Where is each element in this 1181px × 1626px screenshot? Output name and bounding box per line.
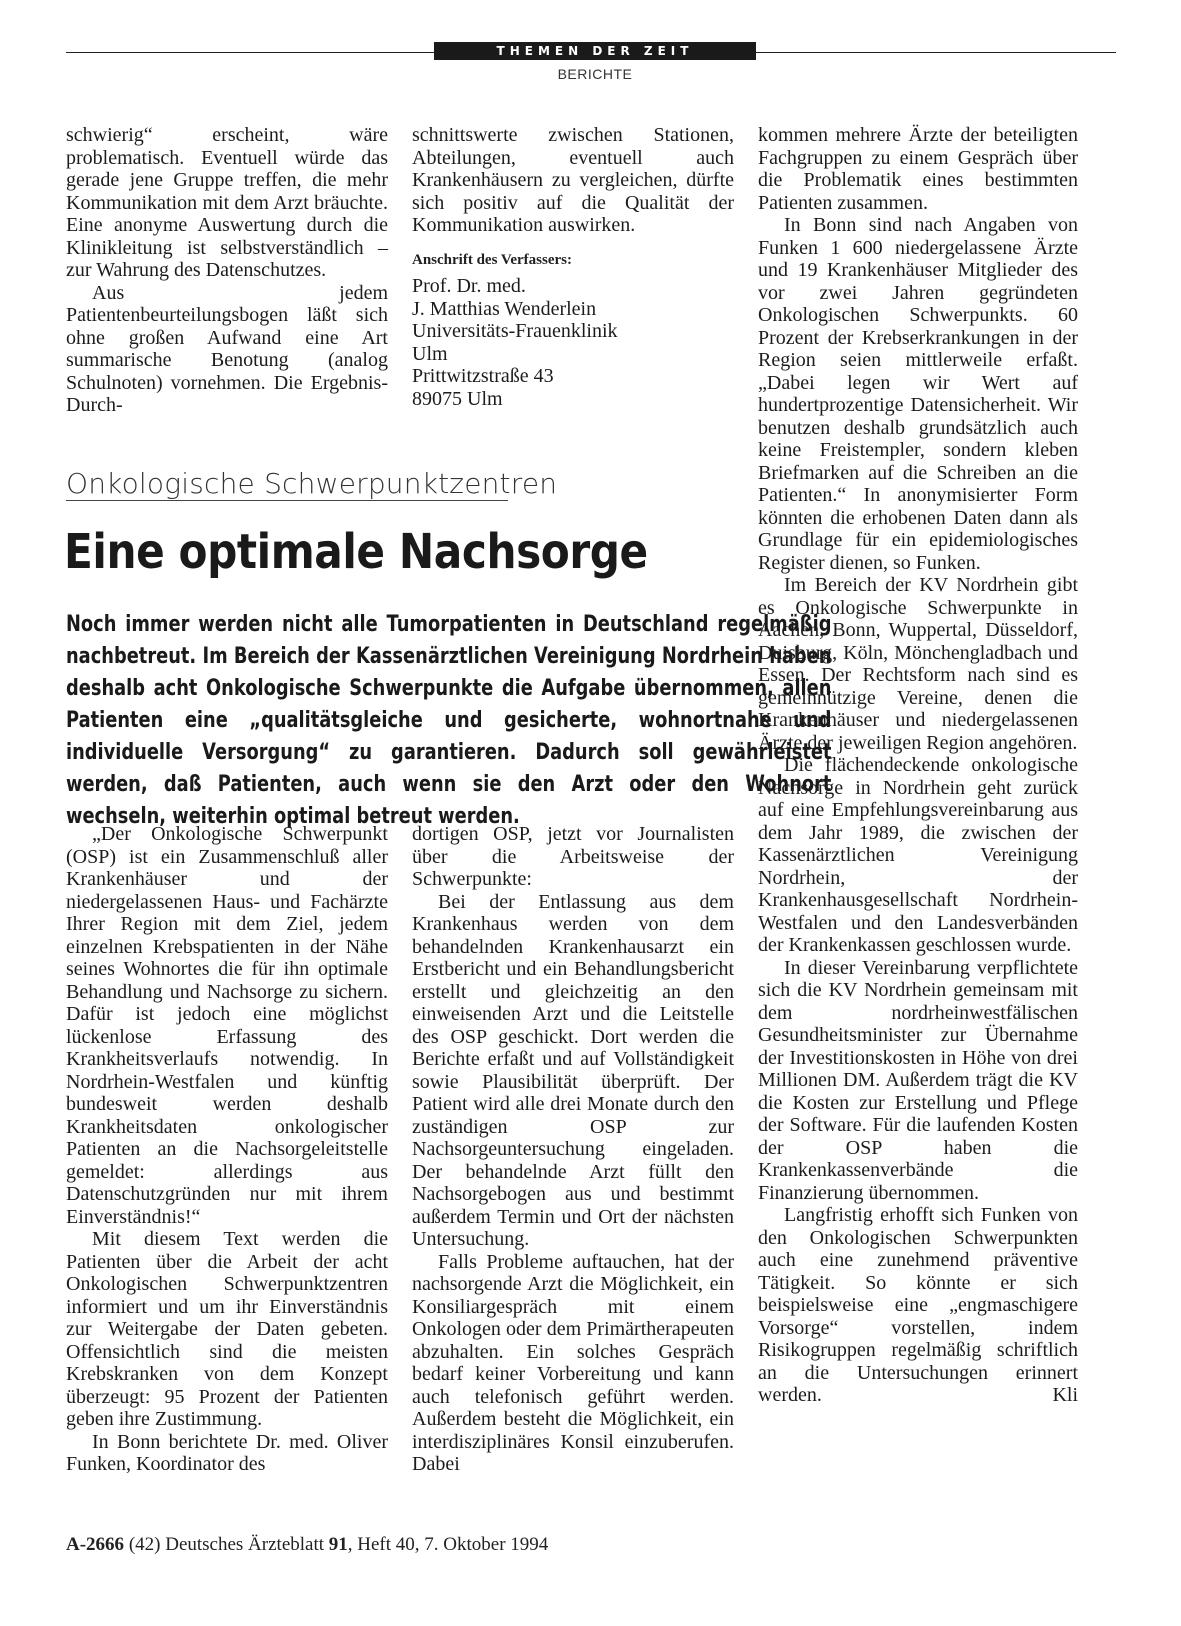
- section-label: BERICHTE: [557, 66, 633, 82]
- address-line: Prittwitzstraße 43: [412, 365, 554, 387]
- article-paragraph: In dieser Vereinbarung verpflichtete sich die KV Nordrhein gemeinsam mit dem nordrheinwestfälischen Gesundheitsminister zur Übernahme der Investitionskosten in Höhe von drei Millionen DM. Außerdem trägt die KV die Kosten zur Erstellung und Pflege der Software. Für die laufenden Kosten der OSP haben die Krankenkassenverbände die Finanzierung übernommen.: [758, 956, 1078, 1204]
- article-paragraph: Langfristig erhofft sich Funken von den Onkologischen Schwerpunkten auch eine zunehmend präventive Tätigkeit. So könnte er sich beispielsweise eine „engmaschigere Vorsorge“ vorstellen, indem Risikogruppen regelmäßig schriftlich an die Untersuchungen erinnert werden.: [758, 1204, 1078, 1406]
- article-kicker: Onkologische Schwerpunktzentren: [66, 467, 558, 500]
- article-paragraph: Die flächendeckende onkologische Nachsorge in Nordrhein geht zurück auf eine Empfehlungsvereinbarung aus dem Jahr 1989, die zwischen der Kassenärztlichen Vereinigung Nordrhein, der Krankenhausgesellschaft Nordrhein-Westfalen und den Landesverbänden der Krankenkassen geschlossen wurde.: [758, 754, 1078, 956]
- article-lead: [66, 609, 832, 833]
- article-paragraph: dortigen OSP, jetzt vor Journalisten über die Arbeitsweise der Schwerpunkte:: [412, 823, 734, 890]
- article-paragraph: Bei der Entlassung aus dem Krankenhaus werden von dem behandelnden Krankenhausarzt ein Erstbericht und ein Behandlungsbericht erstellt und gleichzeitig an den einweisenden Arzt und die Leitstelle des OSP geschickt. Dort werden die Berichte erfaßt und auf Vollständigkeit sowie Plausibilität überprüft. Der Patient wird alle drei Monate durch den zuständigen OSP zur Nachsorgeuntersuchung eingeladen. Der behandelnde Arzt füllt den Nachsorgebogen aus und bestimmt außerdem Termin und Ort der nächsten Untersuchung.: [412, 890, 734, 1250]
- section-band: THEMEN DER ZEIT: [434, 42, 756, 60]
- address-line: Universitäts-Frauenklinik: [412, 320, 618, 342]
- address-lines: [412, 275, 734, 410]
- article-headline: Eine optimale Nachsorge: [64, 524, 648, 580]
- journal-issue: Heft 40, 7. Oktober 1994: [357, 1534, 549, 1555]
- page-footer: A-2666 (42) Deutsches Ärzteblatt 91, Heft 40, 7. Oktober 1994: [66, 1534, 549, 1555]
- address-heading: Anschrift des Verfassers:: [412, 251, 572, 268]
- previous-article-column-1: [66, 124, 388, 417]
- article-column-2: [412, 823, 734, 1476]
- article-paragraph: „Der Onkologische Schwerpunkt (OSP) ist ein Zusammenschluß aller Krankenhäuser und der niedergelassenen Haus- und Fachärzte Ihrer Region mit dem Ziel, jedem einzelnen Krebspatienten in der Nähe seines Wohnortes die für ihn optimale Behandlung und Nachsorge zu sichern. Dafür ist jedoch eine möglichst lückenlose Erfassung des Krankheitsverlaufs notwendig. In Nordrhein-Westfalen und künftig bundesweit werden deshalb Krankheitsdaten onkologischer Patienten an die Nachsorgeleitstelle gemeldet: allerdings aus Datenschutzgründen nur mit ihrem Einverständnis!“: [66, 823, 388, 1228]
- previous-article-paragraph: schnittswerte zwischen Stationen, Abteilungen, eventuell auch Krankenhäusern zu vergleichen, dürfte sich positiv auf die Qualität der Kommunikation auswirken.: [412, 124, 734, 236]
- address-line: J. Matthias Wenderlein: [412, 297, 597, 320]
- page-code: A-2666: [66, 1534, 125, 1555]
- article-paragraph: In Bonn berichtete Dr. med. Oliver Funken, Koordinator des: [66, 1430, 388, 1475]
- article-paragraph: Mit diesem Text werden die Patienten über die Arbeit der acht Onkologischen Schwerpunktzentren informiert und um ihr Einverständnis zur Weitergabe der Daten gebeten. Offensichtlich sind die meisten Krebskranken von dem Konzept überzeugt: 95 Prozent der Patienten geben ihre Zustimmung.: [66, 1228, 388, 1430]
- address-line: Ulm: [412, 342, 448, 365]
- author-address: [412, 249, 734, 411]
- address-line: Prof. Dr. med.: [412, 275, 526, 297]
- article-column-3-text: [758, 124, 1078, 1407]
- author-signature: Kli: [1052, 1384, 1078, 1406]
- article-column-1: [66, 823, 388, 1476]
- page-number: (42): [128, 1534, 161, 1555]
- article-paragraph: In Bonn sind nach Angaben von Funken 1 600 niedergelassene Ärzte und 19 Krankenhäuser Mitglieder des vor zwei Jahren gegründeten Onkologischen Schwerpunkts. 60 Prozent der Krebserkrankungen in der Region seien mittlerweile erfaßt. „Dabei legen wir Wert auf hundertprozentige Datensicherheit. Wir benutzen deshalb grundsätzlich auch keine Freistempler, sondern kleben Briefmarken auf die Schreiben an die Patienten.“ In anonymisierter Form könnten die erhobenen Daten dann als Grundlage für ein epidemiologisches Register dienen, so Funken.: [758, 214, 1078, 574]
- journal-name: Deutsches Ärzteblatt: [165, 1534, 325, 1555]
- previous-article-text: [412, 124, 734, 237]
- journal-volume: 91: [328, 1534, 348, 1555]
- previous-article-column-2: [412, 124, 734, 410]
- article-column-3: [758, 124, 1078, 1407]
- article-paragraph: Im Bereich der KV Nordrhein gibt es Onkologische Schwerpunkte in Aachen, Bonn, Wuppertal, Düsseldorf, Duisburg, Köln, Mönchengladbach und Essen. Der Rechtsform nach sind es gemeinnützige Vereine, denen die Krankenhäuser und niedergelassenen Ärzte der jeweiligen Region angehören.: [758, 574, 1078, 754]
- address-line: 89075 Ulm: [412, 387, 503, 410]
- kicker-underline: [66, 500, 508, 501]
- previous-article-paragraph: schwierig“ erscheint, wäre problematisch. Eventuell würde das gerade jene Gruppe treffen, die mehr Kommunikation mit dem Arzt bräuchte. Eine anonyme Auswertung durch die Klinikleitung ist selbstverständlich – zur Wahrung des Datenschutzes.: [66, 124, 388, 281]
- lead-text: Noch immer werden nicht alle Tumorpatienten in Deutschland regelmäßig nachbetreut. Im Bereich der Kassenärztlichen Vereinigung Nordrhein haben deshalb acht Onkologische Schwerpunkte die Aufgabe übernommen, allen Patienten eine „qualitätsgleiche und gesicherte, wohnortnahe und individuelle Versorgung“ zu garantieren. Dadurch soll gewährleistet werden, daß Patienten, auch wenn sie den Arzt oder den Wohnort wechseln, weiterhin optimal betreut werden.: [66, 612, 832, 829]
- previous-article-paragraph: Aus jedem Patientenbeurteilungsbogen läßt sich ohne großen Aufwand eine Art summarische Benotung (analog Schulnoten) vornehmen. Die Ergebnis-Durch-: [66, 281, 388, 416]
- article-paragraph: kommen mehrere Ärzte der beteiligten Fachgruppen zu einem Gespräch über die Problematik eines bestimmten Patienten zusammen.: [758, 124, 1078, 214]
- article-paragraph: Falls Probleme auftauchen, hat der nachsorgende Arzt die Möglichkeit, ein Konsiliargespräch mit einem Onkologen oder dem Primärtherapeuten abzuhalten. Ein solches Gespräch bedarf keiner Vorbereitung und kann auch telefonisch geführt werden. Außerdem besteht die Möglichkeit, ein interdisziplinäres Konsil einzuberufen. Dabei: [412, 1250, 734, 1475]
